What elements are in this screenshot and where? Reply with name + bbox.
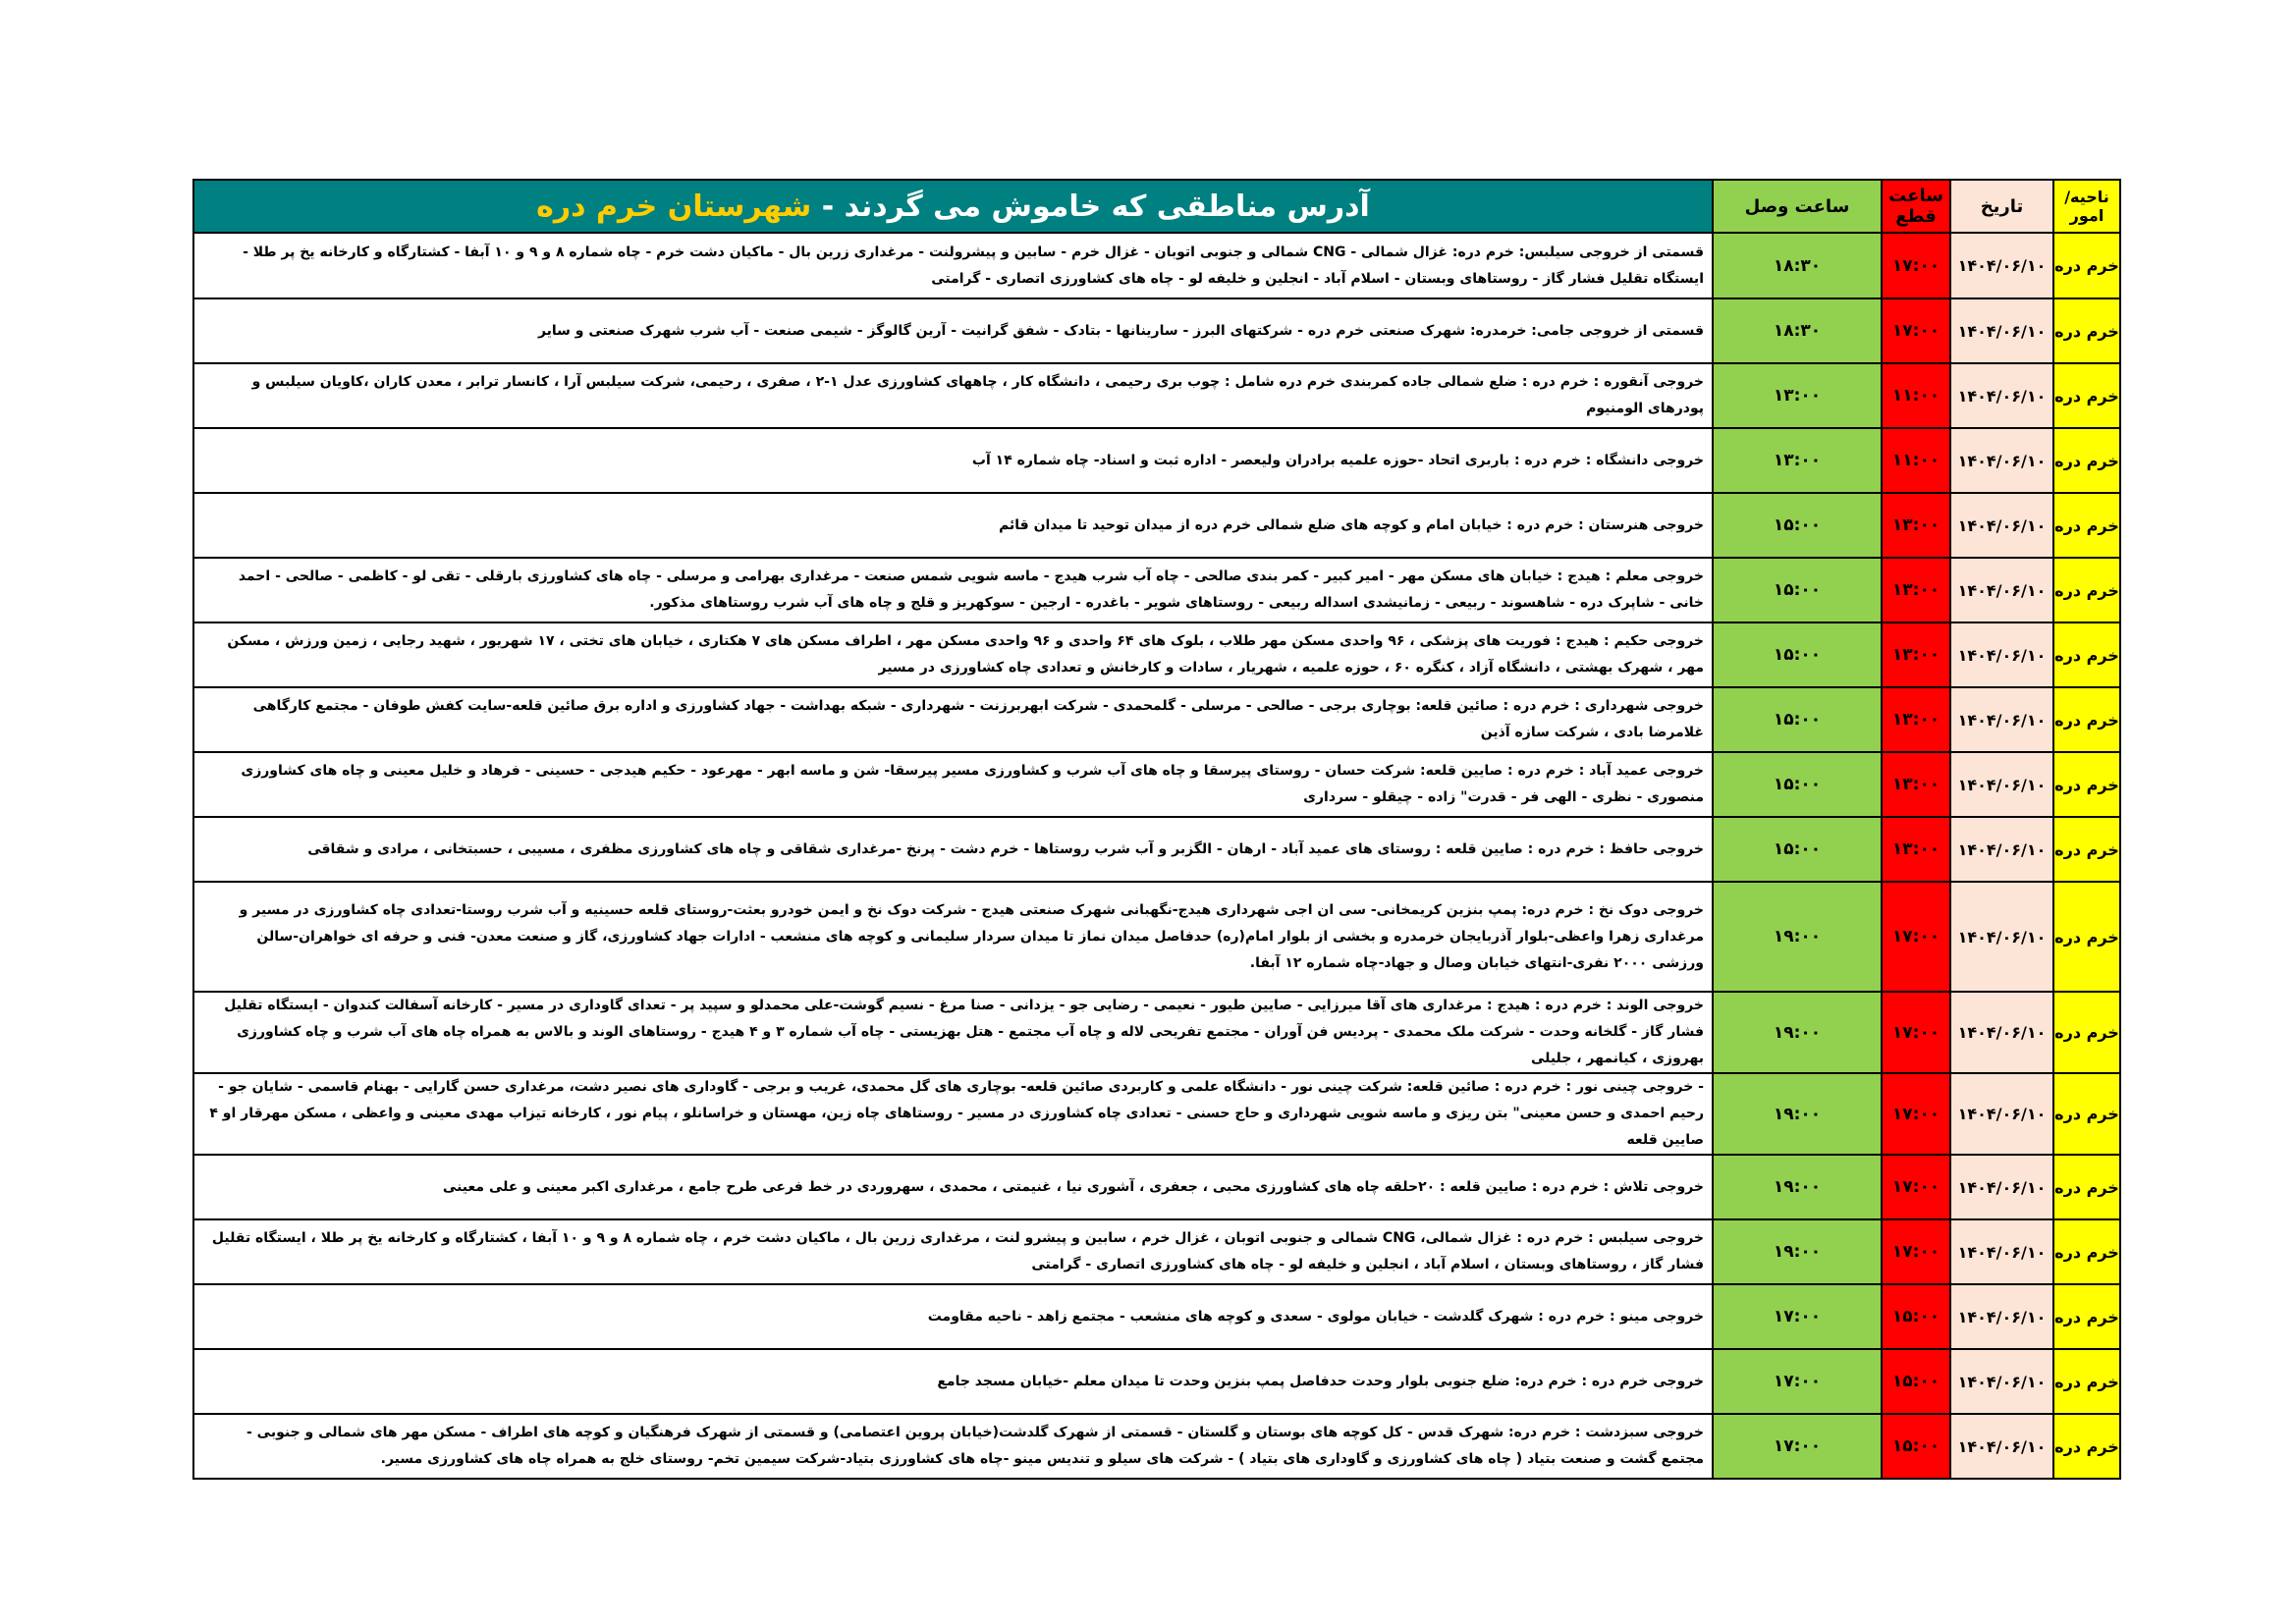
connect-time-cell: ۱۷:۰۰	[1713, 1284, 1882, 1349]
address-cell: خروجی سبزدشت : خرم دره: شهرک قدس - کل کوچه های بوستان و گلستان - قسمتی از شهرک گلدشت(خیابان پروین اعتصامی) و قسمتی از شهرک فرهنگیان و کوچه های اطراف - مسکن مهر های شمالی و جنوبی - مجتمع گشت و صنعت بتیاد ( چاه های کشاورزی و گاوداری های بتیاد ) - شرکت های سیلو و تندیس مینو -چاه های کشاورزی بتیاد-شرکت سیمین تخم- روستای خلج به همراه چاه های کشاورزی مسیر.	[193, 1414, 1713, 1479]
cut-time-cell: ۱۷:۰۰	[1882, 298, 1950, 363]
area-header: ناحیه/امور	[2053, 180, 2120, 233]
date-cell: ۱۴۰۴/۰۶/۱۰	[1950, 233, 2053, 298]
date-cell: ۱۴۰۴/۰۶/۱۰	[1950, 363, 2053, 428]
area-cell: خرم دره	[2053, 882, 2120, 992]
date-cell: ۱۴۰۴/۰۶/۱۰	[1950, 1284, 2053, 1349]
area-cell: خرم دره	[2053, 233, 2120, 298]
connect-time-header: ساعت وصل	[1713, 180, 1882, 233]
date-cell: ۱۴۰۴/۰۶/۱۰	[1950, 752, 2053, 817]
date-cell: ۱۴۰۴/۰۶/۱۰	[1950, 1219, 2053, 1284]
date-cell: ۱۴۰۴/۰۶/۱۰	[1950, 622, 2053, 687]
date-cell: ۱۴۰۴/۰۶/۱۰	[1950, 428, 2053, 493]
connect-time-cell: ۱۹:۰۰	[1713, 992, 1882, 1073]
cut-time-cell: ۱۷:۰۰	[1882, 1219, 1950, 1284]
area-cell: خرم دره	[2053, 558, 2120, 622]
table-row	[193, 233, 2120, 298]
address-cell: خروجی شهرداری : خرم دره : صائین قلعه: بوچاری برجی - صالحی - مرسلی - گلمحمدی - شرکت ابهربرزنت - شهرداری - شبکه بهداشت - جهاد کشاورزی و اداره برق صائین قلعه-سایت کفش طوفان - مجتمع کارگاهی غلامرضا بادی ، شرکت سازه آذین	[193, 687, 1713, 752]
cut-time-cell: ۱۳:۰۰	[1882, 817, 1950, 882]
page-title	[193, 180, 1713, 233]
address-cell: قسمتی از خروجی سیلبس: خرم دره: غزال شمالی - CNG شمالی و جنوبی اتوبان - غزال خرم - سابین و پیشرولنت - مرغداری زرین بال - ماکیان دشت خرم - چاه شماره ۸ و ۹ و ۱۰ آبفا - کشتارگاه و کارخانه یخ پر طلا - ایستگاه تقلیل فشار گاز - روستاهای وبستان - اسلام آباد - انجلین و خلیفه لو - چاه های کشاورزی اتصاری - گرامتی	[193, 233, 1713, 298]
connect-time-cell: ۱۵:۰۰	[1713, 493, 1882, 558]
address-cell: خروجی مینو : خرم دره : شهرک گلدشت - خیابان مولوی - سعدی و کوچه های منشعب - مجتمع زاهد - ناحیه مقاومت	[193, 1284, 1713, 1349]
address-cell: خروجی خرم دره : خرم دره: ضلع جنوبی بلوار وحدت حدفاصل پمپ بنزین وحدت تا میدان معلم -خیابان مسجد جامع	[193, 1349, 1713, 1414]
address-cell: خروجی تلاش : خرم دره : صایین قلعه : ۲۰حلقه چاه های کشاورزی محبی ، جعفری ، آشوری نیا ، غنیمتی ، محمدی ، سهروردی در خط فرعی طرح جامع ، مرغداری اکبر معینی و علی معینی	[193, 1155, 1713, 1219]
cut-time-cell: ۱۳:۰۰	[1882, 493, 1950, 558]
cut-time-cell: ۱۵:۰۰	[1882, 1414, 1950, 1479]
outage-table	[192, 179, 2121, 1480]
area-cell: خرم دره	[2053, 1219, 2120, 1284]
area-cell: خرم دره	[2053, 493, 2120, 558]
area-cell: خرم دره	[2053, 1073, 2120, 1155]
date-cell: ۱۴۰۴/۰۶/۱۰	[1950, 992, 2053, 1073]
address-cell: خروجی معلم : هیدج : خیابان های مسکن مهر - امیر کبیر - کمر بندی صالحی - چاه آب شرب هیدج - ماسه شویی شمس صنعت - مرغداری بهرامی و مرسلی - چاه های کشاورزی بارقلی - تقی لو - کاظمی - صالحی - احمد خانی - شاپرک دره - شاهسوند - ربیعی - زمانیشدی اسداله ربیعی - روستاهای شویر - باغدره - ارجین - سوکهریز و قلج و چاه های آب شرب روستاهای مذکور.	[193, 558, 1713, 622]
cut-time-header: ساعت قطع	[1882, 180, 1950, 233]
connect-time-cell: ۱۹:۰۰	[1713, 882, 1882, 992]
address-cell: خروجی عمید آباد : خرم دره : صایین قلعه: شرکت حسان - روستای پیرسقا و چاه های آب شرب و کشاورزی مسیر پیرسقا- شن و ماسه ابهر - مهرعود - حکیم هیدجی - حسینی - فرهاد و خلیل معینی و چاه های کشاورزی منصوری - نظری - الهی فر - قدرت" زاده - چیقلو - سرداری	[193, 752, 1713, 817]
connect-time-cell: ۱۹:۰۰	[1713, 1219, 1882, 1284]
table-row	[193, 1284, 2120, 1349]
area-cell: خرم دره	[2053, 687, 2120, 752]
address-cell: قسمتی از خروجی جامی: خرمدره: شهرک صنعتی خرم دره - شرکتهای البرز - سارینانها - بتادک - شفق گرانیت - آرین گالوگز - شیمی صنعت - آب شرب شهرک صنعتی و سایر	[193, 298, 1713, 363]
address-cell: خروجی هنرستان : خرم دره : خیابان امام و کوچه های ضلع شمالی خرم دره از میدان توحید تا میدان قائم	[193, 493, 1713, 558]
header-row	[193, 180, 2120, 233]
date-cell: ۱۴۰۴/۰۶/۱۰	[1950, 1414, 2053, 1479]
table-row	[193, 298, 2120, 363]
table-row	[193, 558, 2120, 622]
area-cell: خرم دره	[2053, 1155, 2120, 1219]
area-cell: خرم دره	[2053, 1284, 2120, 1349]
connect-time-cell: ۱۸:۳۰	[1713, 298, 1882, 363]
date-header: تاریخ	[1950, 180, 2053, 233]
cut-time-cell: ۱۳:۰۰	[1882, 752, 1950, 817]
cut-time-cell: ۱۱:۰۰	[1882, 363, 1950, 428]
table-row	[193, 493, 2120, 558]
date-cell: ۱۴۰۴/۰۶/۱۰	[1950, 1155, 2053, 1219]
cut-time-cell: ۱۳:۰۰	[1882, 687, 1950, 752]
cut-time-cell: ۱۷:۰۰	[1882, 882, 1950, 992]
connect-time-cell: ۱۹:۰۰	[1713, 1155, 1882, 1219]
cut-time-cell: ۱۷:۰۰	[1882, 992, 1950, 1073]
date-cell: ۱۴۰۴/۰۶/۱۰	[1950, 817, 2053, 882]
cut-time-cell: ۱۷:۰۰	[1882, 1155, 1950, 1219]
connect-time-cell: ۱۵:۰۰	[1713, 622, 1882, 687]
address-cell: خروجی آنقوره : خرم دره : ضلع شمالی جاده کمربندی خرم دره شامل : چوب بری رحیمی ، دانشگاه کار ، چاههای کشاورزی عدل ۱-۲ ، صفری ، رحیمی، شرکت سیلبس آرا ، کانسار ترابر ، معدن کاران ،کاویان سیلبس و پودرهای الومنیوم	[193, 363, 1713, 428]
connect-time-cell: ۱۵:۰۰	[1713, 817, 1882, 882]
connect-time-cell: ۱۷:۰۰	[1713, 1349, 1882, 1414]
address-cell: خروجی دوک نخ : خرم دره: پمپ بنزین کریمخانی- سی ان اجی شهرداری هیدج-نگهبانی شهرک صنعتی هیدج - شرکت دوک نخ و ایمن خودرو بعثت-روستای قلعه حسینیه و آب شرب روستا-تعدادی چاه کشاورزی در مسیر و مرغداری زهرا واعظی-بلوار آذربایجان خرمدره و بخشی از بلوار امام(ره) حدفاصل میدان نماز تا میدان سردار سلیمانی و کوچه های منشعب - ادارات جهاد کشاورزی، گاز و صنعت معدن- فنی و حرفه ای خواهران-سالن ورزشی ۲۰۰۰ نفری-انتهای خیابان وصال و جهاد-چاه شماره ۱۲ آبفا.	[193, 882, 1713, 992]
cut-time-cell: ۱۱:۰۰	[1882, 428, 1950, 493]
address-cell: خروجی الوند : خرم دره : هیدج : مرغداری های آقا میرزایی - صایین طیور - نعیمی - رضایی جو - یزدانی - صنا مرغ - نسیم گوشت-علی محمدلو و سپید پر - تعدای گاوداری در مسیر - کارخانه آسفالت کندوان - ایستگاه تقلیل فشار گاز - گلخانه وحدت - شرکت ملک محمدی - پردیس فن آوران - مجتمع تفریحی لاله و چاه آب مجتمع - هتل بهزیستی - چاه آب شماره ۳ و ۴ هیدج - روستاهای الوند و بالاس به همراه چاه های آب شرب و چاه کشاورزی بهروزی ، کیانمهر ، جلیلی	[193, 992, 1713, 1073]
area-cell: خرم دره	[2053, 622, 2120, 687]
connect-time-cell: ۱۸:۳۰	[1713, 233, 1882, 298]
table-row	[193, 687, 2120, 752]
table-row	[193, 817, 2120, 882]
date-cell: ۱۴۰۴/۰۶/۱۰	[1950, 298, 2053, 363]
area-cell: خرم دره	[2053, 817, 2120, 882]
table-row	[193, 1073, 2120, 1155]
table-row	[193, 992, 2120, 1073]
cut-time-cell: ۱۷:۰۰	[1882, 233, 1950, 298]
date-cell: ۱۴۰۴/۰۶/۱۰	[1950, 687, 2053, 752]
date-cell: ۱۴۰۴/۰۶/۱۰	[1950, 882, 2053, 992]
area-cell: خرم دره	[2053, 1349, 2120, 1414]
connect-time-cell: ۱۳:۰۰	[1713, 363, 1882, 428]
cut-time-cell: ۱۵:۰۰	[1882, 1284, 1950, 1349]
address-cell: خروجی دانشگاه : خرم دره : باربری اتحاد -حوزه علمیه برادران ولیعصر - اداره ثبت و اسناد- چاه شماره ۱۴ آب	[193, 428, 1713, 493]
cut-time-cell: ۱۷:۰۰	[1882, 1073, 1950, 1155]
address-cell: خروجی سیلبس : خرم دره : غزال شمالی، CNG شمالی و جنوبی اتوبان ، غزال خرم ، سابین و پیشرو لنت ، مرغداری زرین بال ، ماکیان دشت خرم ، چاه شماره ۸ و ۹ و ۱۰ آبفا ، کشتارگاه و کارخانه یخ پر طلا ، ایستگاه تقلیل فشار گاز ، روستاهای وبستان ، اسلام آباد ، انجلین و خلیفه لو - چاه های کشاورزی اتصاری - گرامتی	[193, 1219, 1713, 1284]
title-main: آدرس مناطقی که خاموش می گردند -	[811, 189, 1370, 224]
table-row	[193, 428, 2120, 493]
table-row	[193, 1349, 2120, 1414]
area-cell: خرم دره	[2053, 298, 2120, 363]
date-cell: ۱۴۰۴/۰۶/۱۰	[1950, 1073, 2053, 1155]
cut-time-cell: ۱۵:۰۰	[1882, 1349, 1950, 1414]
connect-time-cell: ۱۷:۰۰	[1713, 1414, 1882, 1479]
table-row	[193, 882, 2120, 992]
area-cell: خرم دره	[2053, 1414, 2120, 1479]
connect-time-cell: ۱۵:۰۰	[1713, 687, 1882, 752]
address-cell: خروجی حافظ : خرم دره : صایین قلعه : روستای های عمید آباد - ارهان - الگزبر و آب شرب روستاها - خرم دشت - پرنخ -مرغداری شقاقی و چاه های کشاورزی مظفری ، مسیبی ، حسبتخانی ، مرادی و شقاقی	[193, 817, 1713, 882]
connect-time-cell: ۱۹:۰۰	[1713, 1073, 1882, 1155]
area-cell: خرم دره	[2053, 363, 2120, 428]
connect-time-cell: ۱۵:۰۰	[1713, 558, 1882, 622]
table-row	[193, 622, 2120, 687]
title-accent: شهرستان خرم دره	[536, 189, 812, 224]
address-cell: خروجی حکیم : هیدج : فوریت های پزشکی ، ۹۶ واحدی مسکن مهر طلاب ، بلوک های ۶۴ واحدی و ۹۶ واحدی مسکن مهر ، اطراف مسکن های ۷ هکتاری ، خیابان های تختی ، ۱۷ شهریور ، شهید رجایی ، زمین ورزش ، مسکن مهر ، شهرک بهشتی ، دانشگاه آزاد ، کنگره ۶۰ ، حوزه علمیه ، شهریار ، سادات و کارخانش و تعدادی چاه کشاورزی در مسیر	[193, 622, 1713, 687]
connect-time-cell: ۱۵:۰۰	[1713, 752, 1882, 817]
table-row	[193, 363, 2120, 428]
date-cell: ۱۴۰۴/۰۶/۱۰	[1950, 558, 2053, 622]
date-cell: ۱۴۰۴/۰۶/۱۰	[1950, 1349, 2053, 1414]
table-row	[193, 1155, 2120, 1219]
area-cell: خرم دره	[2053, 752, 2120, 817]
date-cell: ۱۴۰۴/۰۶/۱۰	[1950, 493, 2053, 558]
area-cell: خرم دره	[2053, 992, 2120, 1073]
table-row	[193, 752, 2120, 817]
area-cell: خرم دره	[2053, 428, 2120, 493]
address-cell: - خروجی چینی نور : خرم دره : صائین قلعه: شرکت چینی نور - دانشگاه علمی و کاربردی صائین قلعه- بوچاری های گل محمدی، غریب و برجی - گاوداری های نصیر دشت، مرغداری حسن گارایی - بهنام قاسمی - شایان جو - رحیم احمدی و حسن معینی" بتن ریزی و ماسه شویی شهرداری و حاج حسنی - تعدادی چاه کشاورزی در مسیر - روستاهای چاه زین، مهستان و خراسانلو ، پیام نور ، کارخانه تیزاب مهدی معینی و واعظی ، مسکن مهرقار او ۴ صایین قلعه	[193, 1073, 1713, 1155]
table-row	[193, 1219, 2120, 1284]
cut-time-cell: ۱۳:۰۰	[1882, 558, 1950, 622]
connect-time-cell: ۱۳:۰۰	[1713, 428, 1882, 493]
cut-time-cell: ۱۳:۰۰	[1882, 622, 1950, 687]
table-row	[193, 1414, 2120, 1479]
